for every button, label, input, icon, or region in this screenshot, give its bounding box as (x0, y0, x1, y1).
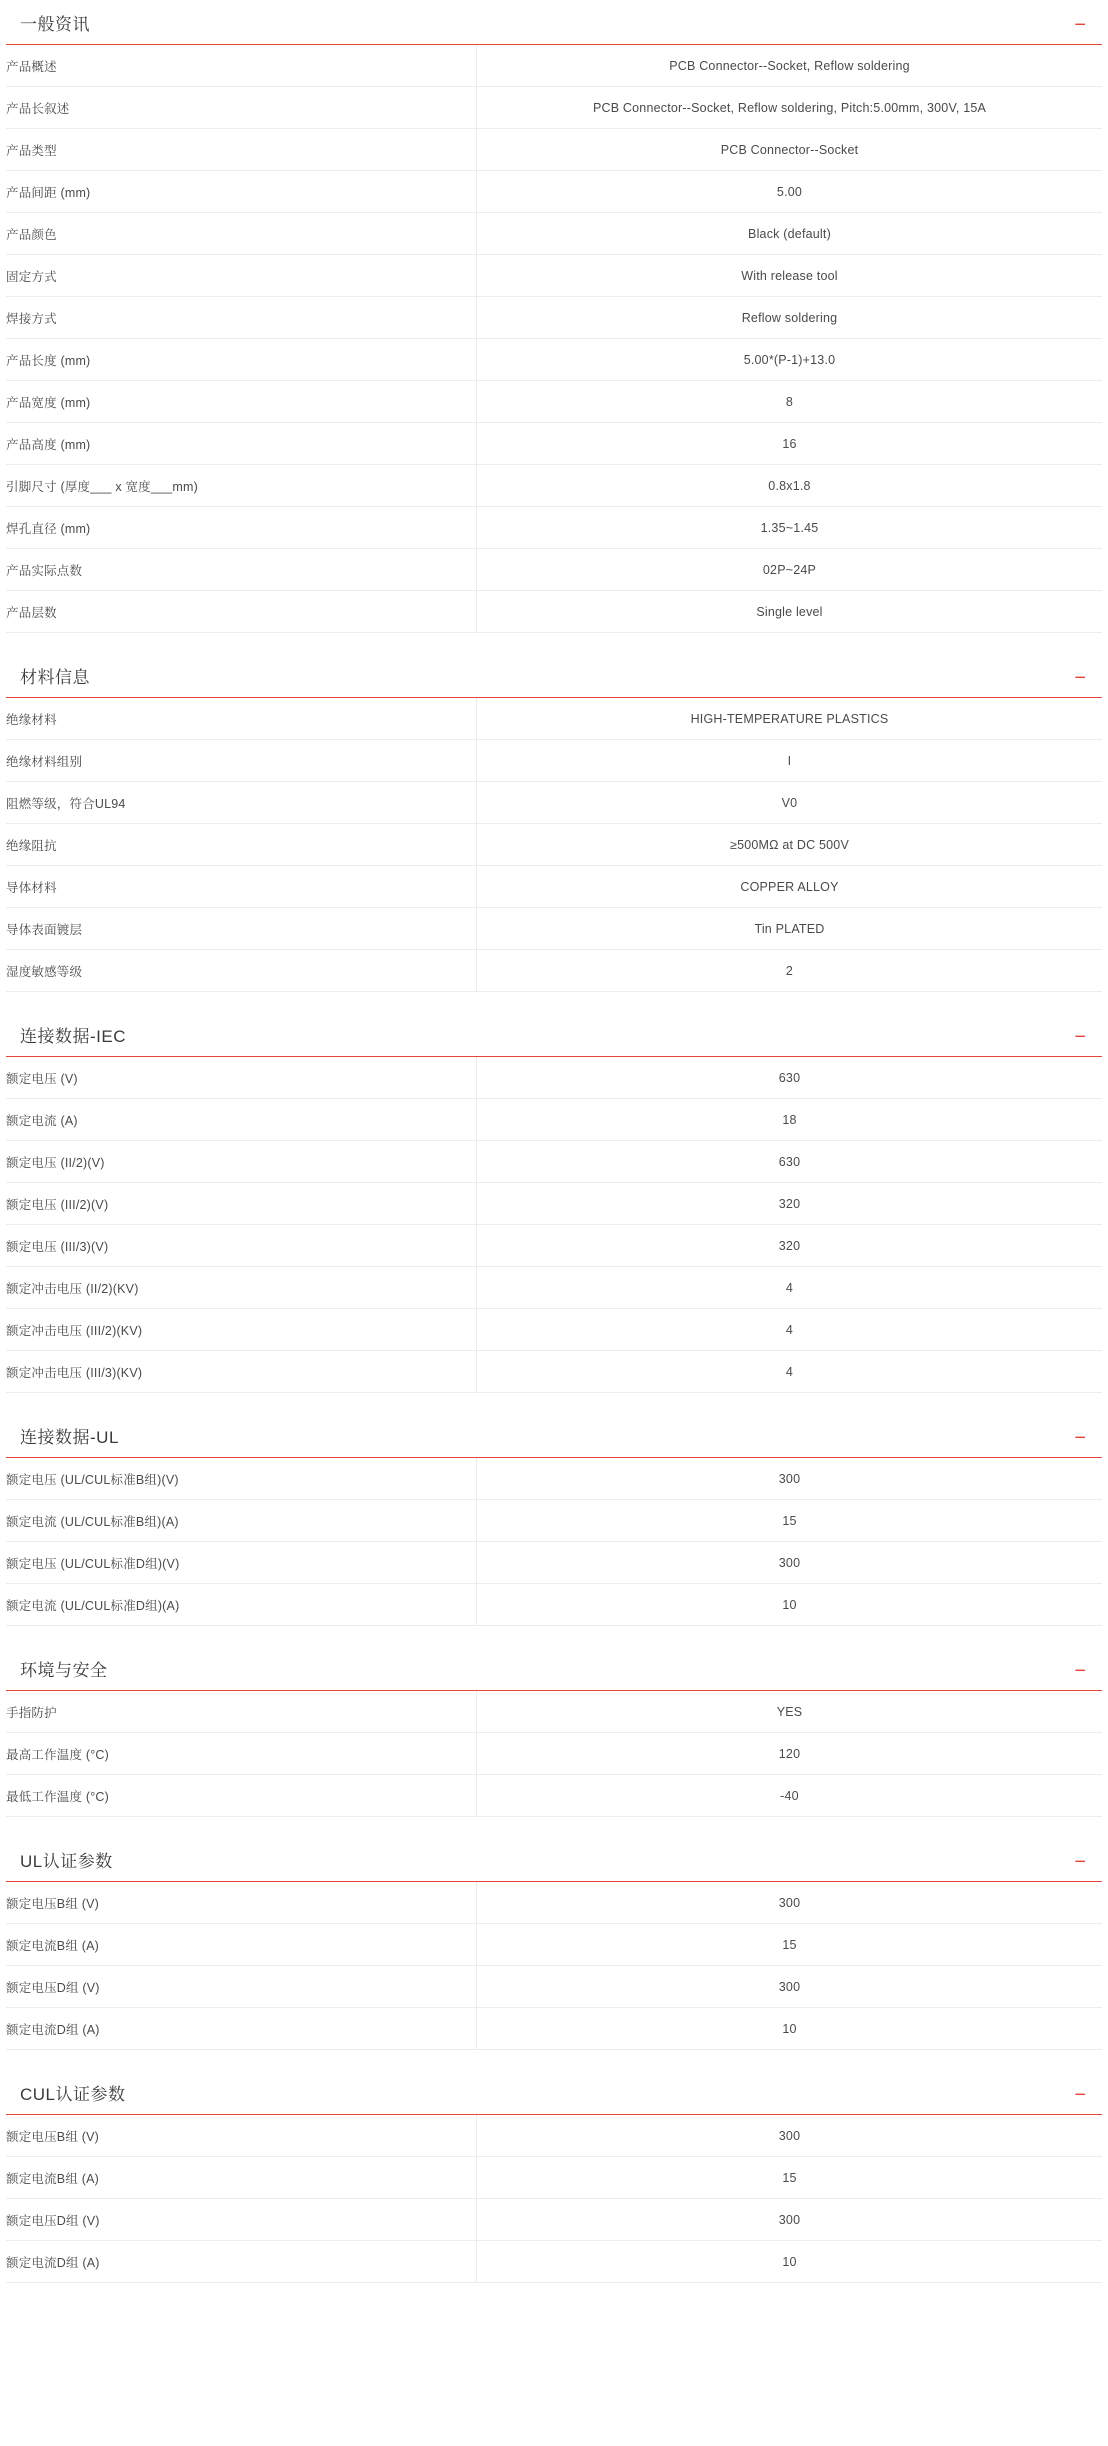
table-row (6, 782, 1102, 824)
collapse-minus-icon[interactable]: − (1074, 1427, 1086, 1449)
table-row (6, 2241, 1102, 2283)
spec-label: 产品长度 (mm) (6, 339, 477, 381)
spec-label: 额定电压 (II/2)(V) (6, 1141, 477, 1183)
section-header[interactable] (6, 0, 1102, 45)
table-row (6, 1775, 1102, 1817)
table-row (6, 1924, 1102, 1966)
spec-label: 额定冲击电压 (II/2)(KV) (6, 1267, 477, 1309)
spec-section (0, 667, 1108, 992)
section-title: 连接数据-IEC (20, 1027, 126, 1046)
table-row (6, 950, 1102, 992)
spec-label: 额定冲击电压 (III/3)(KV) (6, 1351, 477, 1393)
spec-label: 导体材料 (6, 866, 477, 908)
collapse-minus-icon[interactable]: − (1074, 1851, 1086, 1873)
table-row (6, 87, 1102, 129)
spec-value: 16 (782, 436, 797, 451)
spec-label: 额定电流B组 (A) (6, 1924, 477, 1966)
table-row (6, 1309, 1102, 1351)
spec-value: 15 (782, 1513, 797, 1528)
table-row (6, 1267, 1102, 1309)
spec-value: Single level (756, 604, 823, 619)
spec-label: 手指防护 (6, 1691, 477, 1733)
spec-label: 额定电压D组 (V) (6, 2199, 477, 2241)
spec-label: 额定电压 (III/2)(V) (6, 1183, 477, 1225)
spec-label: 绝缘材料组别 (6, 740, 477, 782)
spec-label: 最高工作温度 (°C) (6, 1733, 477, 1775)
spec-label: 产品类型 (6, 129, 477, 171)
section-header[interactable] (6, 1660, 1102, 1691)
section-title: 连接数据-UL (20, 1428, 119, 1447)
spec-label: 额定电流D组 (A) (6, 2241, 477, 2283)
table-row (6, 339, 1102, 381)
spec-label: 绝缘阻抗 (6, 824, 477, 866)
collapse-minus-icon[interactable]: − (1074, 2084, 1086, 2106)
spec-table (6, 1458, 1102, 1626)
spec-value: PCB Connector--Socket, Reflow soldering (669, 58, 910, 73)
spec-value: -40 (780, 1788, 799, 1803)
spec-label: 产品层数 (6, 591, 477, 633)
section-title: CUL认证参数 (20, 2085, 126, 2104)
spec-label: 产品概述 (6, 45, 477, 87)
table-row (6, 698, 1102, 740)
table-row (6, 423, 1102, 465)
table-row (6, 213, 1102, 255)
table-row (6, 1057, 1102, 1099)
table-row (6, 255, 1102, 297)
table-row (6, 740, 1102, 782)
spec-label: 额定电流D组 (A) (6, 2008, 477, 2050)
spec-value: 02P~24P (762, 562, 817, 577)
spec-value: 2 (785, 963, 794, 978)
spec-value: 320 (778, 1238, 801, 1253)
spec-value: 5.00 (776, 184, 803, 199)
spec-value: 0.8x1.8 (768, 478, 811, 493)
table-row (6, 1584, 1102, 1626)
table-row (6, 1225, 1102, 1267)
table-row (6, 1500, 1102, 1542)
spec-label: 湿度敏感等级 (6, 950, 477, 992)
spec-section (0, 1427, 1108, 1626)
spec-section (0, 1851, 1108, 2050)
section-title: 材料信息 (20, 668, 90, 687)
spec-value: 630 (778, 1070, 801, 1085)
table-row (6, 1458, 1102, 1500)
spec-label: 引脚尺寸 (厚度___ x 宽度___mm) (6, 465, 477, 507)
section-title: 环境与安全 (20, 1661, 108, 1680)
section-title: UL认证参数 (20, 1852, 113, 1871)
spec-label: 额定电流 (UL/CUL标准D组)(A) (6, 1584, 477, 1626)
spec-value: 10 (782, 2021, 797, 2036)
table-row (6, 2157, 1102, 2199)
spec-value: HIGH-TEMPERATURE PLASTICS (690, 711, 889, 726)
spec-value: 10 (782, 2254, 797, 2269)
table-row (6, 824, 1102, 866)
spec-label: 产品长叙述 (6, 87, 477, 129)
spec-value: 1.35~1.45 (760, 520, 819, 535)
spec-section (0, 1660, 1108, 1817)
spec-label: 产品高度 (mm) (6, 423, 477, 465)
spec-label: 额定电流B组 (A) (6, 2157, 477, 2199)
spec-value: Tin PLATED (754, 921, 825, 936)
spec-label: 额定冲击电压 (III/2)(KV) (6, 1309, 477, 1351)
spec-label: 导体表面镀层 (6, 908, 477, 950)
spec-label: 产品实际点数 (6, 549, 477, 591)
table-row (6, 1351, 1102, 1393)
spec-value: COPPER ALLOY (740, 879, 839, 894)
spec-value: Black (default) (748, 226, 831, 241)
table-row (6, 1183, 1102, 1225)
section-header[interactable] (6, 1026, 1102, 1057)
spec-value: 10 (782, 1597, 797, 1612)
table-row (6, 908, 1102, 950)
spec-value: 15 (782, 1937, 797, 1952)
spec-value: V0 (781, 795, 798, 810)
spec-value: 5.00*(P-1)+13.0 (743, 352, 836, 367)
spec-label: 额定电压B组 (V) (6, 1882, 477, 1924)
spec-label: 最低工作温度 (°C) (6, 1775, 477, 1817)
table-row (6, 1141, 1102, 1183)
table-row (6, 1542, 1102, 1584)
spec-label: 额定电压 (III/3)(V) (6, 1225, 477, 1267)
table-row (6, 591, 1102, 633)
spec-label: 固定方式 (6, 255, 477, 297)
spec-value: 300 (778, 2128, 801, 2143)
spec-label: 产品间距 (mm) (6, 171, 477, 213)
spec-value: 8 (785, 394, 794, 409)
spec-value: 300 (778, 1471, 801, 1486)
spec-value: 300 (778, 1895, 801, 1910)
section-header[interactable] (6, 667, 1102, 698)
spec-table (6, 2115, 1102, 2283)
spec-value: With release tool (741, 268, 838, 283)
spec-table (6, 698, 1102, 992)
spec-value: 18 (782, 1112, 797, 1127)
table-row (6, 381, 1102, 423)
spec-label: 额定电流 (A) (6, 1099, 477, 1141)
spec-value: PCB Connector--Socket (720, 142, 859, 157)
spec-section (0, 2084, 1108, 2283)
spec-value: 4 (785, 1280, 794, 1295)
spec-label: 绝缘材料 (6, 698, 477, 740)
table-row (6, 129, 1102, 171)
section-header[interactable] (6, 1427, 1102, 1458)
spec-label: 额定电压 (UL/CUL标准B组)(V) (6, 1458, 477, 1500)
spec-label: 额定电流 (UL/CUL标准B组)(A) (6, 1500, 477, 1542)
spec-label: 额定电压D组 (V) (6, 1966, 477, 2008)
spec-label: 额定电压 (UL/CUL标准D组)(V) (6, 1542, 477, 1584)
table-row (6, 297, 1102, 339)
table-row (6, 1966, 1102, 2008)
table-row (6, 2115, 1102, 2157)
collapse-minus-icon[interactable]: − (1074, 14, 1086, 36)
spec-value: 300 (778, 2212, 801, 2227)
spec-value: 15 (782, 2170, 797, 2185)
table-row (6, 465, 1102, 507)
spec-value: Reflow soldering (741, 310, 838, 325)
table-row (6, 507, 1102, 549)
collapse-minus-icon[interactable]: − (1074, 1026, 1086, 1048)
spec-value: PCB Connector--Socket, Reflow soldering, Pitch:5.00mm, 300V, 15A (592, 100, 987, 115)
table-row (6, 1099, 1102, 1141)
spec-value: ≥500MΩ at DC 500V (730, 837, 849, 852)
spec-table (6, 1691, 1102, 1817)
table-row (6, 549, 1102, 591)
spec-section (0, 0, 1108, 633)
table-row (6, 2199, 1102, 2241)
table-row (6, 2008, 1102, 2050)
table-row (6, 1691, 1102, 1733)
section-title: 一般资讯 (20, 15, 90, 34)
spec-label: 产品宽度 (mm) (6, 381, 477, 423)
spec-value: 4 (785, 1364, 794, 1379)
spec-label: 焊接方式 (6, 297, 477, 339)
spec-label: 产品颜色 (6, 213, 477, 255)
spec-section (0, 1026, 1108, 1393)
section-header[interactable] (6, 1851, 1102, 1882)
spec-value: I (787, 753, 792, 768)
table-row (6, 171, 1102, 213)
spec-value: 300 (778, 1555, 801, 1570)
table-row (6, 1733, 1102, 1775)
spec-label: 额定电压 (V) (6, 1057, 477, 1099)
collapse-minus-icon[interactable]: − (1074, 667, 1086, 689)
spec-value: 4 (785, 1322, 794, 1337)
spec-value: 630 (778, 1154, 801, 1169)
spec-label: 阻燃等级，符合UL94 (6, 782, 477, 824)
spec-table (6, 1057, 1102, 1393)
table-row (6, 1882, 1102, 1924)
spec-value: 300 (778, 1979, 801, 1994)
spec-value: YES (776, 1704, 803, 1719)
spec-label: 焊孔直径 (mm) (6, 507, 477, 549)
spec-value: 120 (778, 1746, 801, 1761)
spec-table (6, 45, 1102, 633)
table-row (6, 45, 1102, 87)
spec-label: 额定电压B组 (V) (6, 2115, 477, 2157)
collapse-minus-icon[interactable]: − (1074, 1660, 1086, 1682)
spec-value: 320 (778, 1196, 801, 1211)
table-row (6, 866, 1102, 908)
section-header[interactable] (6, 2084, 1102, 2115)
spec-table (6, 1882, 1102, 2050)
